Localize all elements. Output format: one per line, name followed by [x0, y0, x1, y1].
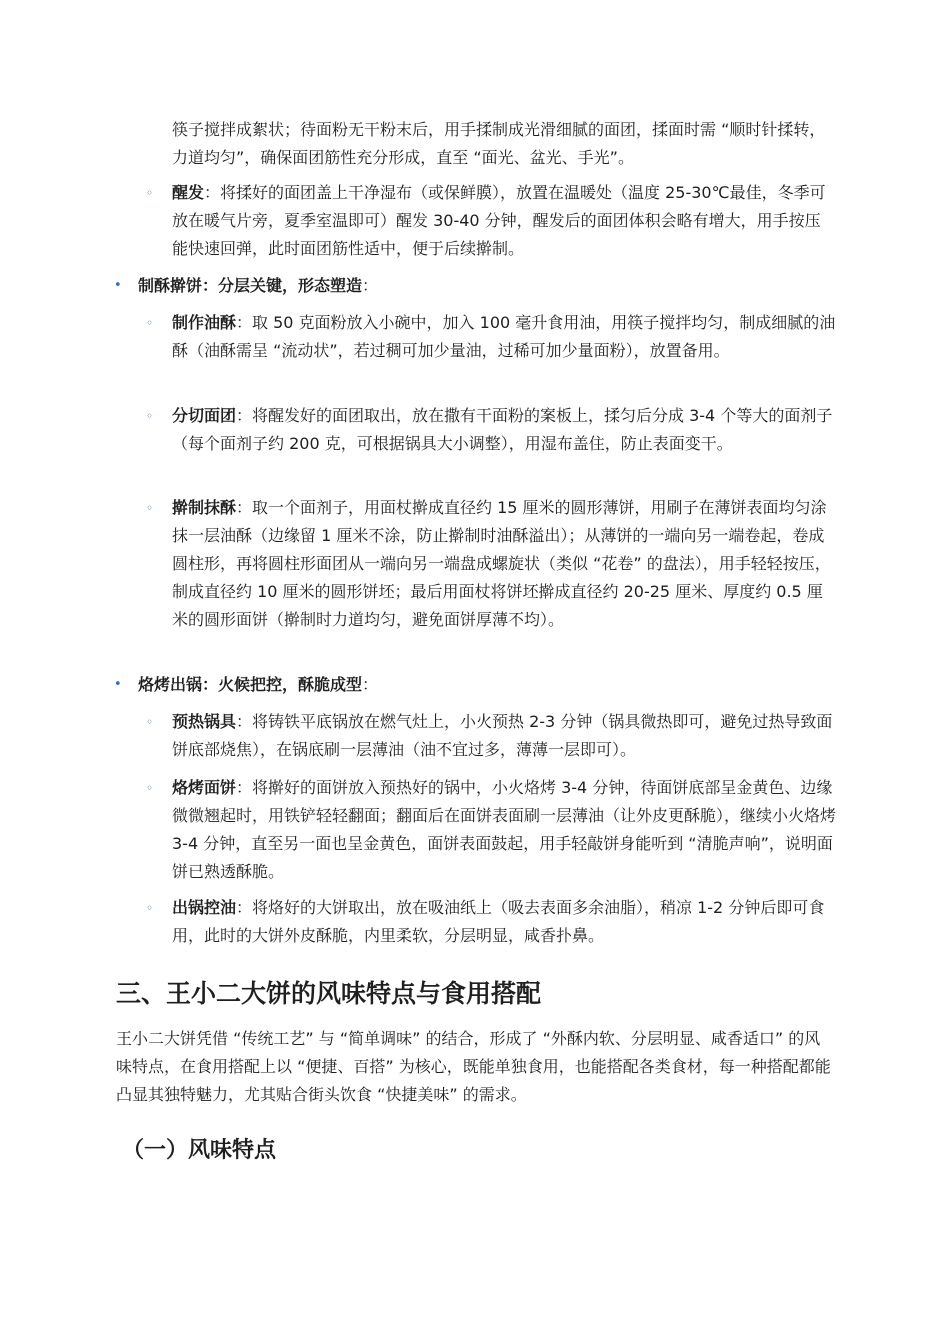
item-text: ：取一个面剂子，用面杖擀成直径约 15 厘米的圆形薄饼，用刷子在薄饼表面均匀涂抹一层油酥（边缘留 1 厘米不涂，防止擀制时油酥溢出）；从薄饼的一端向另一端卷起，卷成圆柱形，再将圆柱形面团从一端向另一端盘成螺旋状（类似 “花卷” 的盘法），用手轻轻按压，制成直径约 10 厘米的圆形饼坯；最后用面杖将饼坯擀成直径约 20-25 厘米、厚度约 0.5 厘米的圆形面饼（擀制时力道均匀，避免面饼厚薄不均）。	[172, 498, 831, 629]
item-text: ：将揉好的面团盖上干净湿布（或保鲜膜），放置在温暖处（温度 25-30℃最佳，冬季可放在暖气片旁，夏季室温即可）醒发 30-40 分钟，醒发后的面团体积会略有增大，用手按压能快速回弹，此时面团筋性适中，便于后续擀制。	[172, 183, 826, 258]
item-label: 分切面团	[172, 406, 237, 425]
item-text: ：将醒发好的面团取出，放在撒有干面粉的案板上，揉匀后分成 3-4 个等大的面剂子（每个面剂子约 200 克，可根据锅具大小调整），用湿布盖住，防止表面变干。	[172, 406, 833, 453]
hollow-bullet-icon: ◦	[146, 501, 154, 515]
item-text: ：取 50 克面粉放入小碗中，加入 100 毫升食用油，用筷子搅拌均匀，制成细腻的油酥（油酥需呈 “流动状”，若过稠可加少量油，过稀可加少量面粉），放置备用。	[172, 313, 836, 360]
list-item-divide-dough	[146, 402, 836, 458]
item-label: 烙烤面饼	[172, 778, 237, 797]
section-heading: 三、王小二大饼的风味特点与食用搭配	[116, 979, 542, 1008]
item-label: 制作油酥	[172, 313, 237, 332]
list-item-oil-paste	[146, 309, 836, 365]
bullet-icon: •	[114, 278, 122, 293]
list-item-drain	[146, 894, 836, 950]
continuation-text: 筷子搅拌成絮状；待面粉无干粉末后，用手揉制成光滑细腻的面团，揉面时需 “顺时针揉转，力道均匀”，确保面团筋性充分形成，直至 “面光、盆光、手光”。	[172, 120, 826, 167]
bullet-icon: •	[114, 677, 122, 692]
item-label: 预热锅具	[172, 712, 237, 731]
subsection-heading: （一）风味特点	[122, 1138, 277, 1163]
item-text: ：将烙好的大饼取出，放在吸油纸上（吸去表面多余油脂），稍凉 1-2 分钟后即可食用，此时的大饼外皮酥脆，内里柔软，分层明显，咸香扑鼻。	[172, 898, 825, 945]
hollow-bullet-icon: ◦	[146, 186, 154, 200]
hollow-bullet-icon: ◦	[146, 901, 154, 915]
section-label: 烙烤出锅：火候把控，酥脆成型	[138, 675, 363, 694]
item-label: 擀制抹酥	[172, 498, 237, 517]
list-item-preheat	[146, 708, 836, 764]
list-item-bake	[146, 774, 837, 886]
item-text: ：将铸铁平底锅放在燃气灶上，小火预热 2-3 分钟（锅具微热即可，避免过热导致面饼底部烧焦），在锅底刷一层薄油（油不宜过多，薄薄一层即可）。	[172, 712, 833, 759]
hollow-bullet-icon: ◦	[146, 316, 154, 330]
item-label: 出锅控油	[172, 898, 237, 917]
list-item-roll-spread	[146, 494, 836, 634]
section-label: 制酥擀饼：分层关键，形态塑造	[138, 276, 363, 295]
section-item-shaping: • 制酥擀饼：分层关键，形态塑造：	[138, 272, 378, 300]
item-text: ：将擀好的面饼放入预热好的锅中，小火烙烤 3-4 分钟，待面饼底部呈金黄色、边缘微微翘起时，用铁铲轻轻翻面；翻面后在面饼表面刷一层薄油（让外皮更酥脆），继续小火烙烤 3-4 分钟，直至另一面也呈金黄色，面饼表面鼓起，用手轻敲饼身能听到 “清脆声响”，说明面饼已熟透酥脆。	[172, 778, 837, 881]
list-item-proofing	[146, 179, 836, 263]
intro-paragraph: 王小二大饼凭借 “传统工艺” 与 “简单调味” 的结合，形成了 “外酥内软、分层明显、咸香适口” 的风味特点，在食用搭配上以 “便捷、百搭” 为核心，既能单独食用，也能搭配各类食材，每一种搭配都能凸显其独特魅力，尤其贴合街头饮食 “快捷美味” 的需求。	[116, 1029, 831, 1104]
hollow-bullet-icon: ◦	[146, 781, 154, 795]
hollow-bullet-icon: ◦	[146, 409, 154, 423]
hollow-bullet-icon: ◦	[146, 715, 154, 729]
item-label: 醒发	[172, 183, 205, 202]
section-item-baking: • 烙烤出锅：火候把控，酥脆成型：	[138, 671, 378, 699]
